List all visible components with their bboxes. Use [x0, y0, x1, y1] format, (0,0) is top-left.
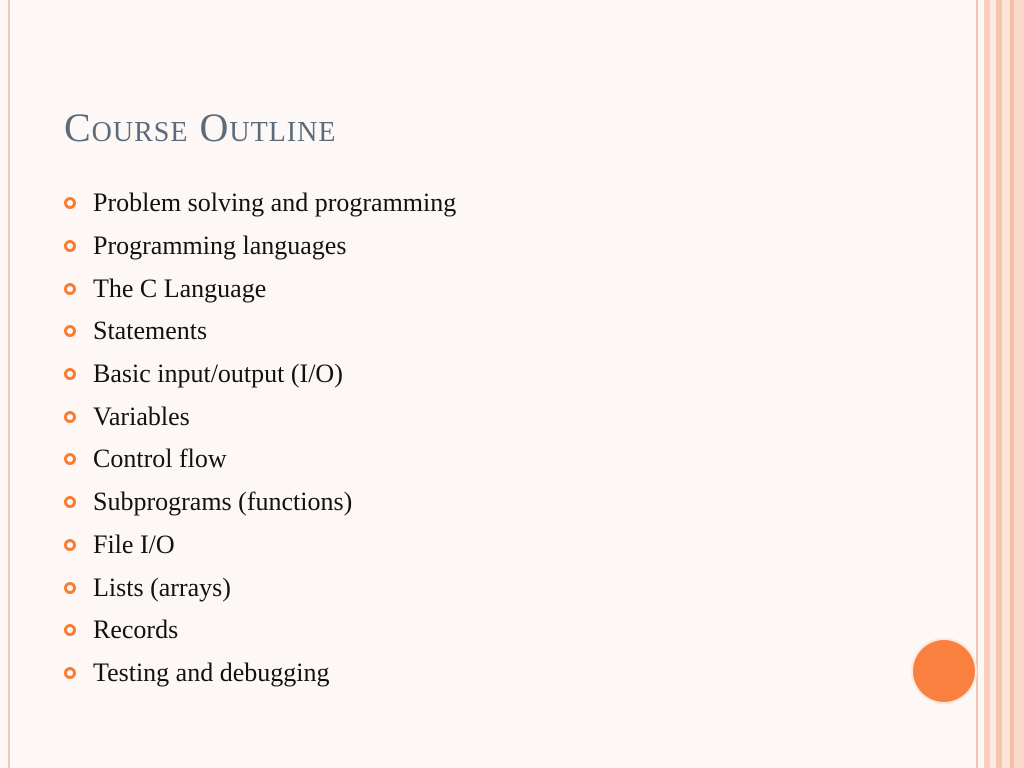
bullet-icon [64, 368, 76, 380]
bullet-icon [64, 496, 76, 508]
right-border-stripe [976, 0, 978, 768]
bullet-icon [64, 325, 76, 337]
bullet-item [64, 481, 456, 524]
bullet-icon [64, 411, 76, 423]
bullet-icon [64, 667, 76, 679]
bullet-text: The C Language [93, 273, 267, 303]
bullet-item [64, 652, 456, 695]
bullet-item [64, 310, 456, 353]
bullet-text: File I/O [93, 529, 175, 559]
bullet-item [64, 225, 456, 268]
bullet-item [64, 609, 456, 652]
bullet-text: Problem solving and programming [93, 188, 457, 218]
bullet-text: Basic input/output (I/O) [93, 359, 343, 389]
right-border-stripe [1014, 0, 1024, 768]
bullet-item [64, 524, 456, 567]
bullet-text: Records [93, 615, 179, 645]
bullet-icon [64, 582, 76, 594]
bullet-icon [64, 283, 76, 295]
bullet-icon [64, 197, 76, 209]
bullet-text: Programming languages [93, 231, 347, 261]
bullet-text: Control flow [93, 444, 227, 474]
bullet-text: Variables [93, 401, 190, 431]
right-border-stripe [1002, 0, 1010, 768]
bullet-icon [64, 624, 76, 636]
bullet-item [64, 353, 456, 396]
bullet-text: Statements [93, 316, 208, 346]
bullet-text: Subprograms (functions) [93, 487, 353, 517]
bullet-item [64, 566, 456, 609]
bullet-item [64, 182, 456, 225]
bullet-text: Lists (arrays) [93, 572, 231, 602]
bullet-text: Testing and debugging [93, 657, 330, 687]
bullet-icon [64, 240, 76, 252]
bullet-list [64, 182, 456, 694]
bullet-icon [64, 453, 76, 465]
bullet-item [64, 267, 456, 310]
bullet-item [64, 438, 456, 481]
left-border-line [8, 0, 10, 768]
bullet-item [64, 395, 456, 438]
slide-title: Course Outline [64, 105, 337, 150]
decorative-orange-circle [913, 640, 975, 702]
bullet-icon [64, 539, 76, 551]
